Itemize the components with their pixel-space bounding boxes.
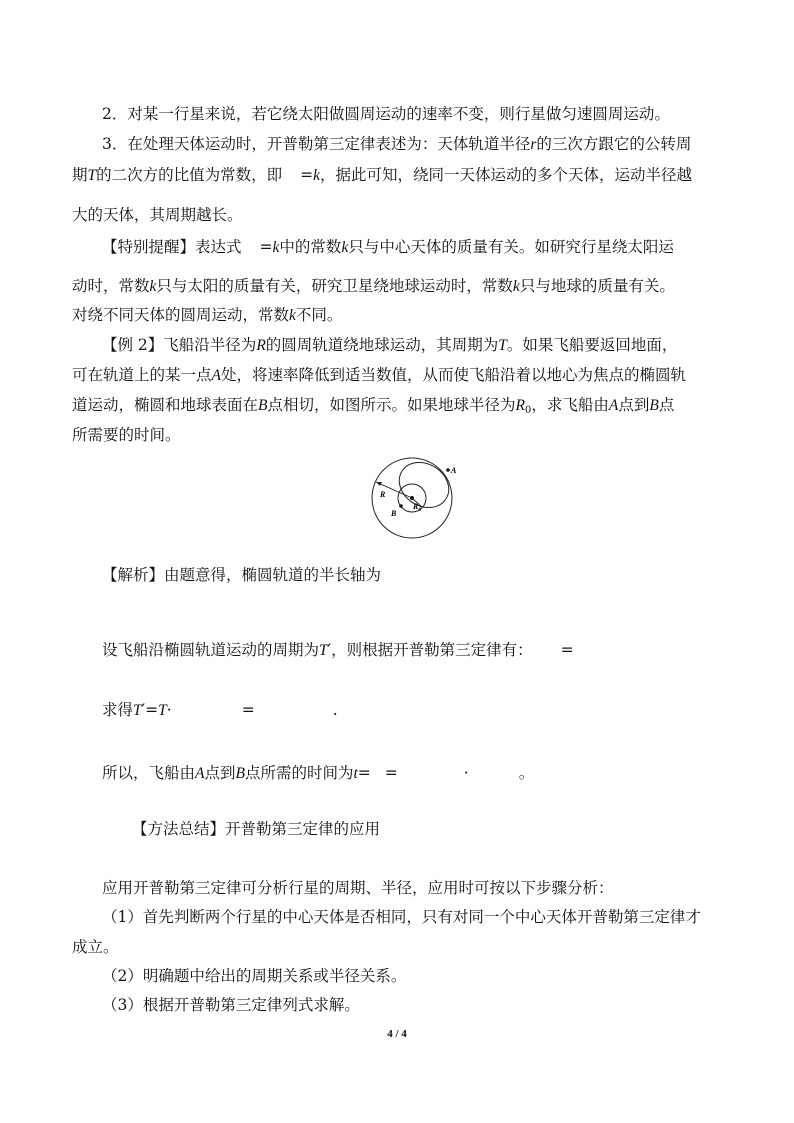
item-3-line-2: 期T的二次方的比值为常数，即 =k，据此可知，绕同一天体运动的多个天体，运动半径越 [72, 166, 693, 184]
point-b-dot [399, 504, 403, 508]
solution-line-3: 求得T′=T· = . [102, 701, 338, 719]
tip-label: 【特别提醒】 [102, 238, 196, 256]
solution-line-2: 设飞船沿椭圆轨道运动的周期为T′，则根据开普勒第三定律有： = [102, 641, 574, 659]
solution-line-4: 所以，飞船由A点到B点所需的时间为t= = · 。 [102, 764, 535, 782]
method-step-2: （2）明确题中给出的周期关系或半径关系。 [102, 967, 407, 985]
example-line-2: 可在轨道上的某一点A处，将速率降低到适当数值，从而使飞船沿着以地心为焦点的椭圆轨 [72, 366, 686, 384]
example-line-4: 所需要的时间。 [72, 426, 181, 444]
point-a-dot [446, 468, 450, 472]
method-step-1-line-2: 成立。 [72, 938, 119, 956]
example-label: 【例 2】 [102, 336, 164, 354]
tip-line-1: 【特别提醒】表达式 =k中的常数k只与中心天体的质量有关。如研究行星绕太阳运 [102, 238, 674, 256]
item-3-line-3: 大的天体，其周期越长。 [72, 206, 243, 224]
tip-line-3: 对绕不同天体的圆周运动，常数k不同。 [72, 306, 343, 324]
solution-line-1: 【解析】由题意得，椭圆轨道的半长轴为 [102, 566, 382, 584]
method-intro: 应用开普勒第三定律可分析行星的周期、半径，应用时可按以下步骤分析： [102, 879, 614, 897]
method-heading: 【方法总结】开普勒第三定律的应用 [132, 820, 381, 838]
label-r: R [380, 490, 386, 499]
method-step-1-line-1: （1）首先判断两个行星的中心天体是否相同，只有对同一个中心天体开普勒第三定律才 [102, 908, 701, 926]
solution-label: 【解析】 [102, 566, 165, 584]
label-r0: $R_0$ [413, 502, 422, 513]
label-a: A [451, 466, 457, 475]
item-2: 2．对某一行星来说，若它绕太阳做圆周运动的速率不变，则行星做匀速圆周运动。 [102, 105, 670, 123]
example-line-1: 【例 2】飞船沿半径为R的圆周轨道绕地球运动，其周期为T。如果飞船要返回地面， [102, 336, 678, 354]
orbit-diagram [368, 454, 464, 540]
label-b: B [391, 509, 397, 518]
orbit-figure [368, 454, 464, 540]
tip-line-2: 动时，常数k只与太阳的质量有关，研究卫星绕地球运动时，常数k只与地球的质量有关。 [72, 277, 675, 295]
method-step-3: （3）根据开普勒第三定律列式求解。 [102, 996, 360, 1014]
page-number: 4 / 4 [387, 1028, 407, 1040]
example-line-3: 道运动，椭圆和地球表面在B点相切，如图所示。如果地球半径为$R_0$，求飞船由A点到B点 [72, 396, 675, 416]
method-label: 【方法总结】 [132, 820, 226, 838]
item-3-line-1: 3．在处理天体运动时，开普勒第三定律表述为：天体轨道半径r的三次方跟它的公转周 [102, 135, 692, 153]
